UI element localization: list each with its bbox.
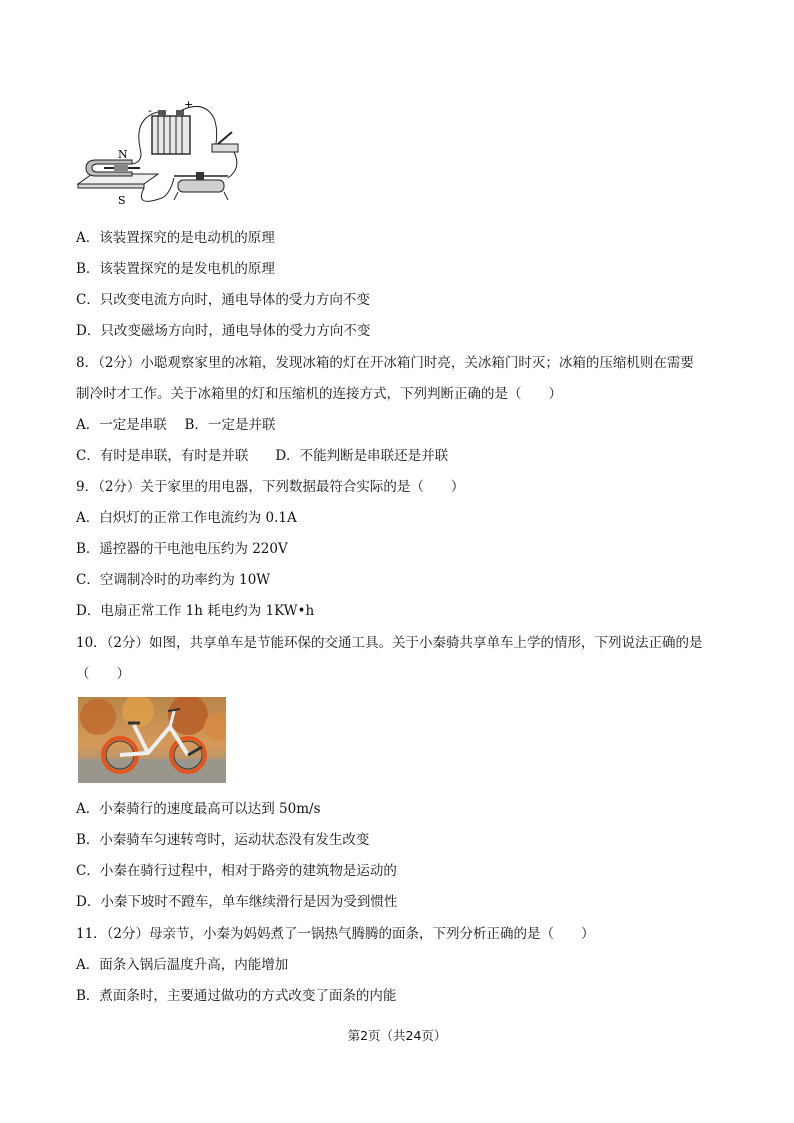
q11-option-a: A．面条入锅后温度升高，内能增加 — [76, 957, 289, 973]
q10-option-c: C．小秦在骑行过程中，相对于路旁的建筑物是运动的 — [76, 863, 397, 879]
q9-option-c: C．空调制冷时的功率约为 10W — [76, 572, 271, 588]
plus-label: + — [184, 98, 194, 111]
q8-options-line1: A．一定是串联 B．一定是并联 — [76, 417, 276, 433]
magnet-icon — [78, 160, 158, 188]
q8-stem-line2: 制冷时才工作。关于冰箱里的灯和压缩机的连接方式，下列判断正确的是（ ） — [76, 386, 562, 402]
q10-option-d: D．小秦下坡时不蹬车，单车继续滑行是因为受到惯性 — [76, 894, 398, 910]
q9-option-d: D．电扇正常工作 1h 耗电约为 1KW•h — [76, 603, 315, 619]
q10-option-a: A．小秦骑行的速度最高可以达到 50m/s — [76, 801, 321, 817]
q10-stem-line1: 10．（2分）如图，共享单车是节能环保的交通工具。关于小秦骑共享单车上学的情形，下列说法正确的是 — [76, 635, 703, 651]
q10-stem-line2: （ ） — [76, 666, 130, 682]
q10-option-b: B．小秦骑车匀速转弯时，运动状态没有发生改变 — [76, 832, 370, 848]
shared-bicycle-photo — [78, 697, 226, 783]
page-footer: 第2页（共24页） — [347, 1028, 447, 1043]
q9-option-a: A．白炽灯的正常工作电流约为 0.1A — [76, 510, 297, 526]
minus-label: - — [148, 104, 152, 117]
q8-stem-line1: 8．（2分）小聪观察家里的冰箱，发现冰箱的灯在开冰箱门时亮，关冰箱门时灭；冰箱的压缩机则在需要 — [76, 355, 694, 371]
motor-experiment-figure — [74, 98, 244, 210]
q7-option-b: B．该装置探究的是发电机的原理 — [76, 261, 275, 277]
q11-stem: 11．（2分）母亲节，小秦为妈妈煮了一锅热气腾腾的面条，下列分析正确的是（ ） — [76, 926, 595, 942]
south-pole-label: S — [118, 194, 126, 207]
battery-icon — [152, 110, 190, 154]
q11-option-b: B．煮面条时，主要通过做功的方式改变了面条的内能 — [76, 988, 397, 1004]
north-pole-label: N — [118, 148, 128, 161]
rheostat-icon — [174, 172, 228, 200]
q8-options-line2: C．有时是串联，有时是并联 D．不能判断是串联还是并联 — [76, 448, 449, 464]
q9-stem: 9．（2分）关于家里的用电器，下列数据最符合实际的是（ ） — [76, 479, 465, 495]
q7-option-d: D．只改变磁场方向时，通电导体的受力方向不变 — [76, 323, 371, 339]
q7-option-a: A．该装置探究的是电动机的原理 — [76, 230, 275, 246]
q9-option-b: B．遥控器的干电池电压约为 220V — [76, 541, 288, 557]
q7-option-c: C．只改变电流方向时，通电导体的受力方向不变 — [76, 292, 370, 308]
